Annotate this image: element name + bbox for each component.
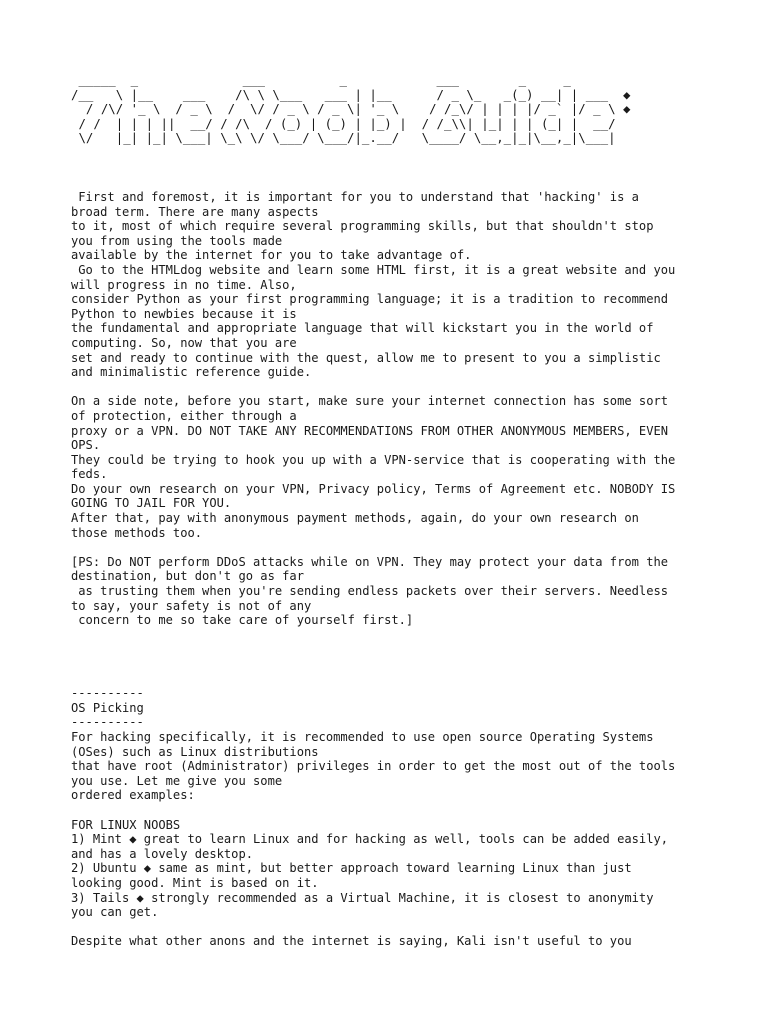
text-line: After that, pay with anonymous payment methods, again, do your own research on — [71, 511, 639, 526]
ascii-art-banner — [71, 73, 645, 146]
subsection-heading: FOR LINUX NOOBS — [71, 817, 181, 832]
text-line: For hacking specifically, it is recommended to use open source Operating Systems — [71, 729, 654, 744]
text-line: feds. — [71, 467, 108, 482]
text-line: Python to newbies because it is — [71, 306, 297, 321]
section-rule: ---------- — [71, 686, 144, 701]
section-rule: ---------- — [71, 715, 144, 730]
list-item: 2) Ubuntu ◆ same as mint, but better approach toward learning Linux than just — [71, 861, 632, 876]
blank-line — [71, 380, 711, 395]
blank-line — [71, 920, 711, 935]
text-line: you can get. — [71, 905, 159, 920]
text-line: as trusting them when you're sending endless packets over their servers. Needless — [71, 584, 669, 599]
text-line: concern to me so take care of yourself first.] — [71, 613, 414, 628]
text-line: set and ready to continue with the quest, allow me to present to you a simplistic — [71, 350, 661, 365]
text-line: computing. So, now that you are — [71, 335, 297, 350]
blank-line — [71, 642, 711, 657]
banner-line: / / | | | || __/ / /\ / (_) | (_) | |_) | / /_\\| |_| | | (_| | __/ — [71, 115, 616, 131]
blank-line — [71, 628, 711, 643]
text-line: GOING TO JAIL FOR YOU. — [71, 496, 232, 511]
text-line: Do your own research on your VPN, Privacy policy, Terms of Agreement etc. NOBODY IS — [71, 481, 676, 496]
text-line: (OSes) such as Linux distributions — [71, 744, 319, 759]
text-line: proxy or a VPN. DO NOT TAKE ANY RECOMMENDATIONS FROM OTHER ANONYMOUS MEMBERS, EVEN — [71, 423, 669, 438]
list-item: 3) Tails ◆ strongly recommended as a Virtual Machine, it is closest to anonymity — [71, 890, 654, 905]
blank-line — [71, 540, 711, 555]
text-line: and minimalistic reference guide. — [71, 365, 312, 380]
text-line: those methods too. — [71, 525, 203, 540]
text-line: First and foremost, it is important for you to understand that 'hacking' is a — [71, 190, 639, 204]
text-line: that have root (Administrator) privileges in order to get the most out of the tools — [71, 759, 676, 774]
text-line: will progress in no time. Also, — [71, 277, 297, 292]
banner-line: _____ _ ___ _ ___ _ _ — [71, 72, 646, 87]
text-line: Go to the HTMLdog website and learn some HTML first, it is a great website and you — [71, 262, 676, 277]
section-heading: OS Picking — [71, 700, 144, 715]
text-line: the fundamental and appropriate language that will kickstart you in the world of — [71, 321, 654, 336]
blank-line — [71, 657, 711, 672]
text-line: to it, most of which require several programming skills, but that shouldn't stop — [71, 219, 654, 234]
text-line: [PS: Do NOT perform DDoS attacks while on VPN. They may protect your data from the — [71, 554, 669, 569]
text-line: available by the internet for you to take advantage of. — [71, 248, 472, 263]
text-line: OPS. — [71, 438, 101, 453]
text-line: you use. Let me give you some — [71, 773, 283, 788]
list-item: 1) Mint ◆ great to learn Linux and for hacking as well, tools can be added easily, — [71, 832, 669, 847]
document-body — [71, 190, 711, 949]
banner-line: \/ |_| |_| \___| \_\ \/ \___/ \___/|_.__/ \____/ \__,_|_|\__,_|\___| — [71, 130, 616, 146]
text-line: ordered examples: — [71, 788, 195, 803]
text-line: and has a lovely desktop. — [71, 846, 254, 861]
text-line: you from using the tools made — [71, 233, 283, 248]
banner-line: / /\/ '_ \ / _ \ / \/ / _ \ / _ \| '_ \ / /_\/ | | | |/ _` |/ _ \ ◆ — [71, 101, 631, 117]
banner-line: /__ \ |__ ___ /\ \ \___ ___ | |__ / _ \_ _(_) __| | ___ ◆ — [71, 86, 631, 102]
text-line: Despite what other anons and the internet is saying, Kali isn't useful to you — [71, 934, 632, 949]
text-line: On a side note, before you start, make sure your internet connection has some sort — [71, 394, 669, 409]
text-line: consider Python as your first programming language; it is a tradition to recommend — [71, 292, 669, 307]
text-line: They could be trying to hook you up with a VPN-service that is cooperating with the — [71, 452, 676, 467]
text-line: destination, but don't go as far — [71, 569, 304, 584]
text-line: to say, your safety is not of any — [71, 598, 312, 613]
text-line: looking good. Mint is based on it. — [71, 875, 319, 890]
blank-line — [71, 672, 711, 687]
text-line: of protection, either through a — [71, 408, 297, 423]
blank-line — [71, 803, 711, 818]
text-line: broad term. There are many aspects — [71, 204, 319, 219]
